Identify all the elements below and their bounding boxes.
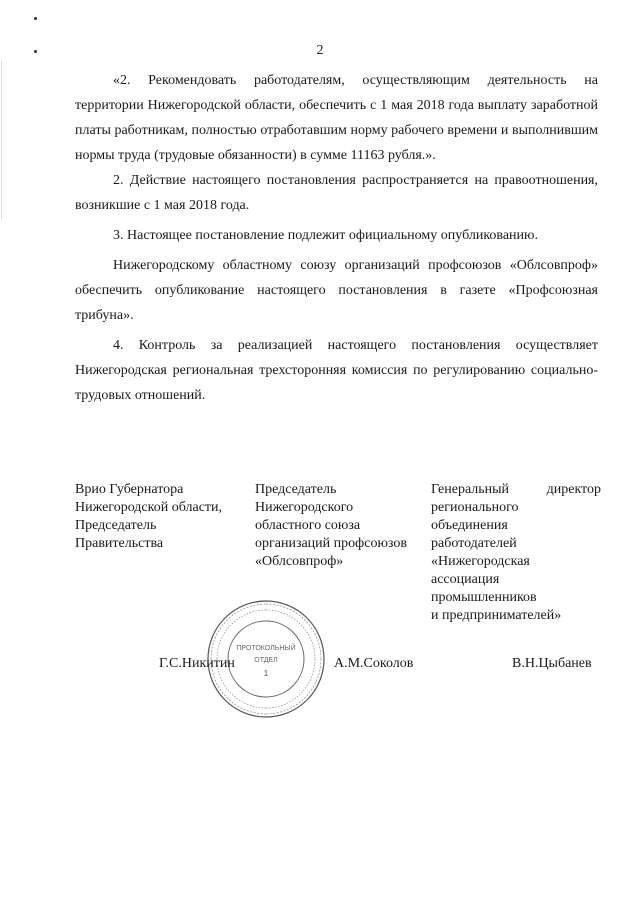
title-line: Председатель: [75, 518, 157, 533]
page-number: 2: [316, 43, 324, 58]
title-line: «Облсовпроф»: [255, 554, 344, 569]
title-line: промышленников: [431, 590, 537, 605]
title-line: объединения: [431, 518, 508, 533]
title-line: Врио Губернатора: [75, 482, 184, 497]
scan-mark: [34, 17, 37, 20]
signatory-employers-name: В.Н.Цыбанев: [512, 656, 592, 671]
paragraph-4: 4. Контроль за реализацией настоящего постановления осуществляет Нижегородская региональная трехсторонняя комиссия по регулированию социально-трудовых отношений.: [75, 338, 598, 403]
title-line: Генеральный директор: [431, 482, 601, 497]
signatory-employers-title: [431, 481, 601, 625]
title-line: Нижегородской области,: [75, 500, 223, 515]
paragraph-publication: Нижегородскому областному союзу организаций профсоюзов «Облсовпроф» обеспечить опубликование настоящего постановления в газете «Профсоюзная трибуна».: [75, 258, 598, 323]
paragraph-3: 3. Настоящее постановление подлежит официальному опубликованию.: [113, 228, 538, 243]
signatory-governor-title: [75, 481, 245, 553]
title-line: областного союза: [255, 518, 361, 533]
title-line: Нижегородского: [255, 500, 354, 515]
scan-edge: [1, 60, 2, 220]
stamp-center-text: 1: [263, 669, 269, 678]
document-body: [75, 68, 598, 413]
title-line: регионального: [431, 500, 519, 515]
signatory-governor-name: Г.С.Никитин: [159, 656, 235, 671]
title-line: организаций профсоюзов: [255, 536, 407, 551]
stamp-center-text: ПРОТОКОЛЬНЫЙ: [236, 645, 296, 652]
stamp-center-text: ОТДЕЛ: [254, 657, 278, 664]
title-line: и предпринимателей»: [431, 608, 562, 623]
signatory-union-title: [255, 481, 415, 571]
paragraph-2: 2. Действие настоящего постановления распространяется на правоотношения, возникшие с 1 мая 2018 года.: [75, 173, 598, 213]
title-line: Правительства: [75, 536, 164, 551]
title-line: работодателей: [431, 536, 517, 551]
title-line: ассоциация: [431, 572, 500, 587]
title-line: «Нижегородская: [431, 554, 530, 569]
signatory-union-name: А.М.Соколов: [334, 656, 414, 671]
paragraph-amendment: «2. Рекомендовать работодателям, осуществляющим деятельность на территории Нижегородской области, обеспечить с 1 мая 2018 года выплату заработной платы работникам, полностью отработавшим норму рабочего времени и выполнившим нормы труда (трудовые обязанности) в сумме 11163 рубля.».: [75, 73, 598, 163]
title-line: Председатель: [255, 482, 337, 497]
